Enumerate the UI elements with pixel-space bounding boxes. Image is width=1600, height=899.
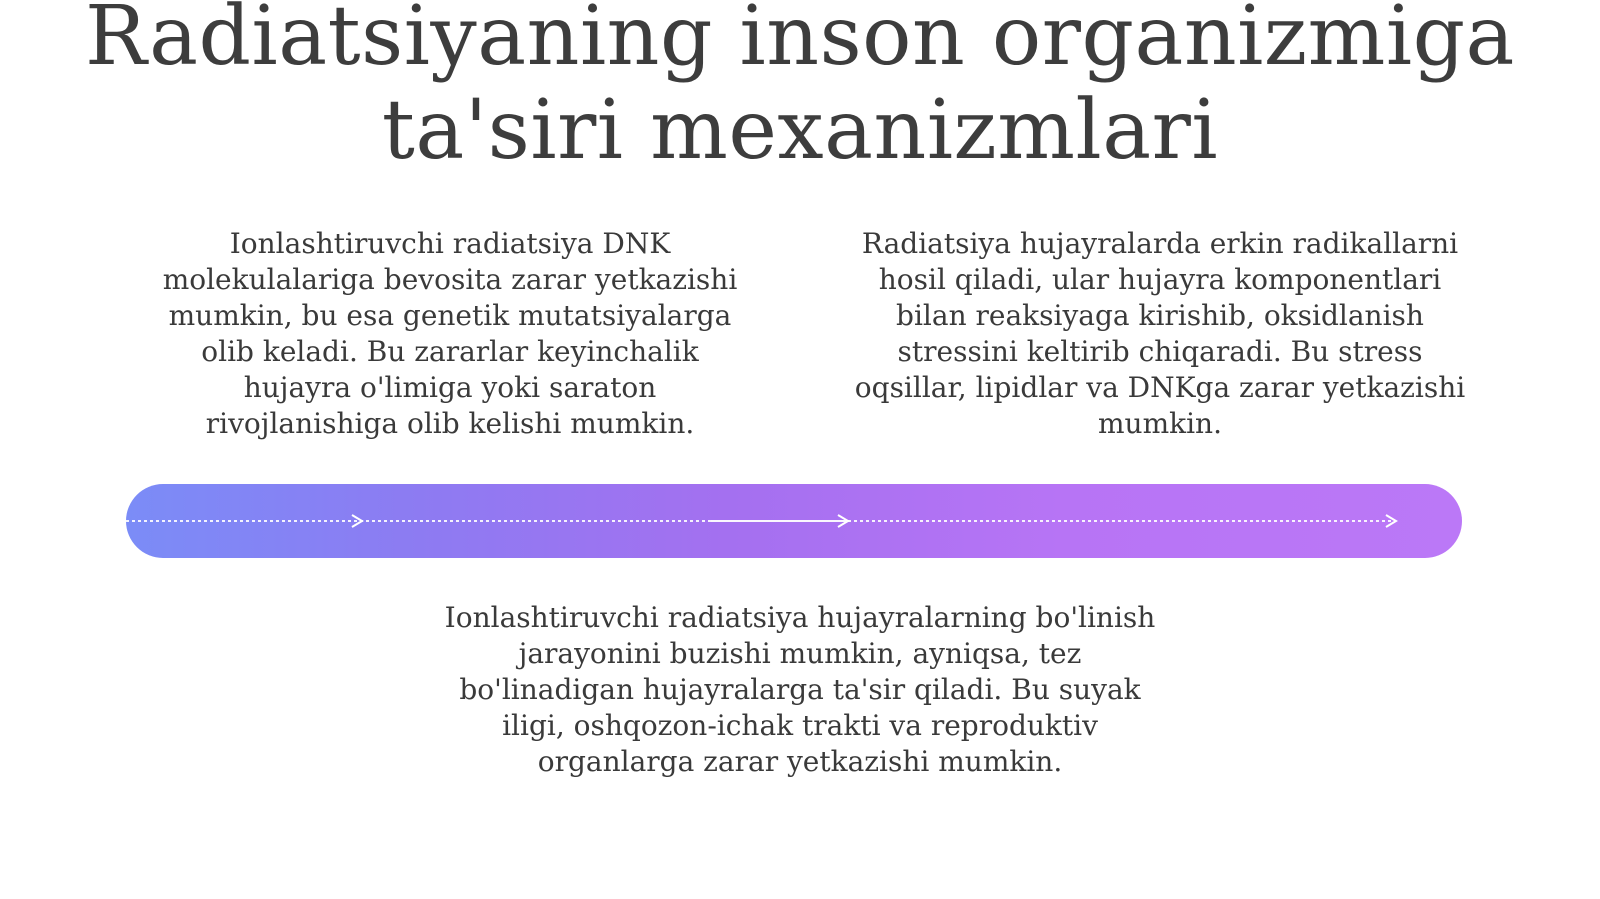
- timeline-arrows: [126, 484, 1462, 558]
- timeline-bar: [126, 484, 1462, 558]
- paragraph-cell-division: Ionlashtiruvchi radiatsiya hujayralarning bo'linish jarayonini buzishi mumkin, ayniqsa, tez bo'linadigan hujayralarga ta'sir qiladi. Bu suyak iligi, oshqozon-ichak trakti va reproduktiv organlarga zarar yetkazishi mumkin.: [444, 601, 1156, 778]
- paragraph-dna-damage: Ionlashtiruvchi radiatsiya DNK molekulalariga bevosita zarar yetkazishi mumkin, bu esa genetik mutatsiyalarga olib keladi. Bu zararlar keyinchalik hujayra o'limiga yoki saraton rivojlanishiga olib kelishi mumkin.: [162, 227, 738, 440]
- slide-title: Radiatsiyaning inson organizmiga ta'siri mexanizmlari: [85, 0, 1515, 178]
- paragraph-free-radicals: Radiatsiya hujayralarda erkin radikallarni hosil qiladi, ular hujayra komponentlari bilan reaksiyaga kirishib, oksidlanish stressini keltirib chiqaradi. Bu stress oqsillar, lipidlar va DNKga zarar yetkazishi mumkin.: [854, 227, 1466, 440]
